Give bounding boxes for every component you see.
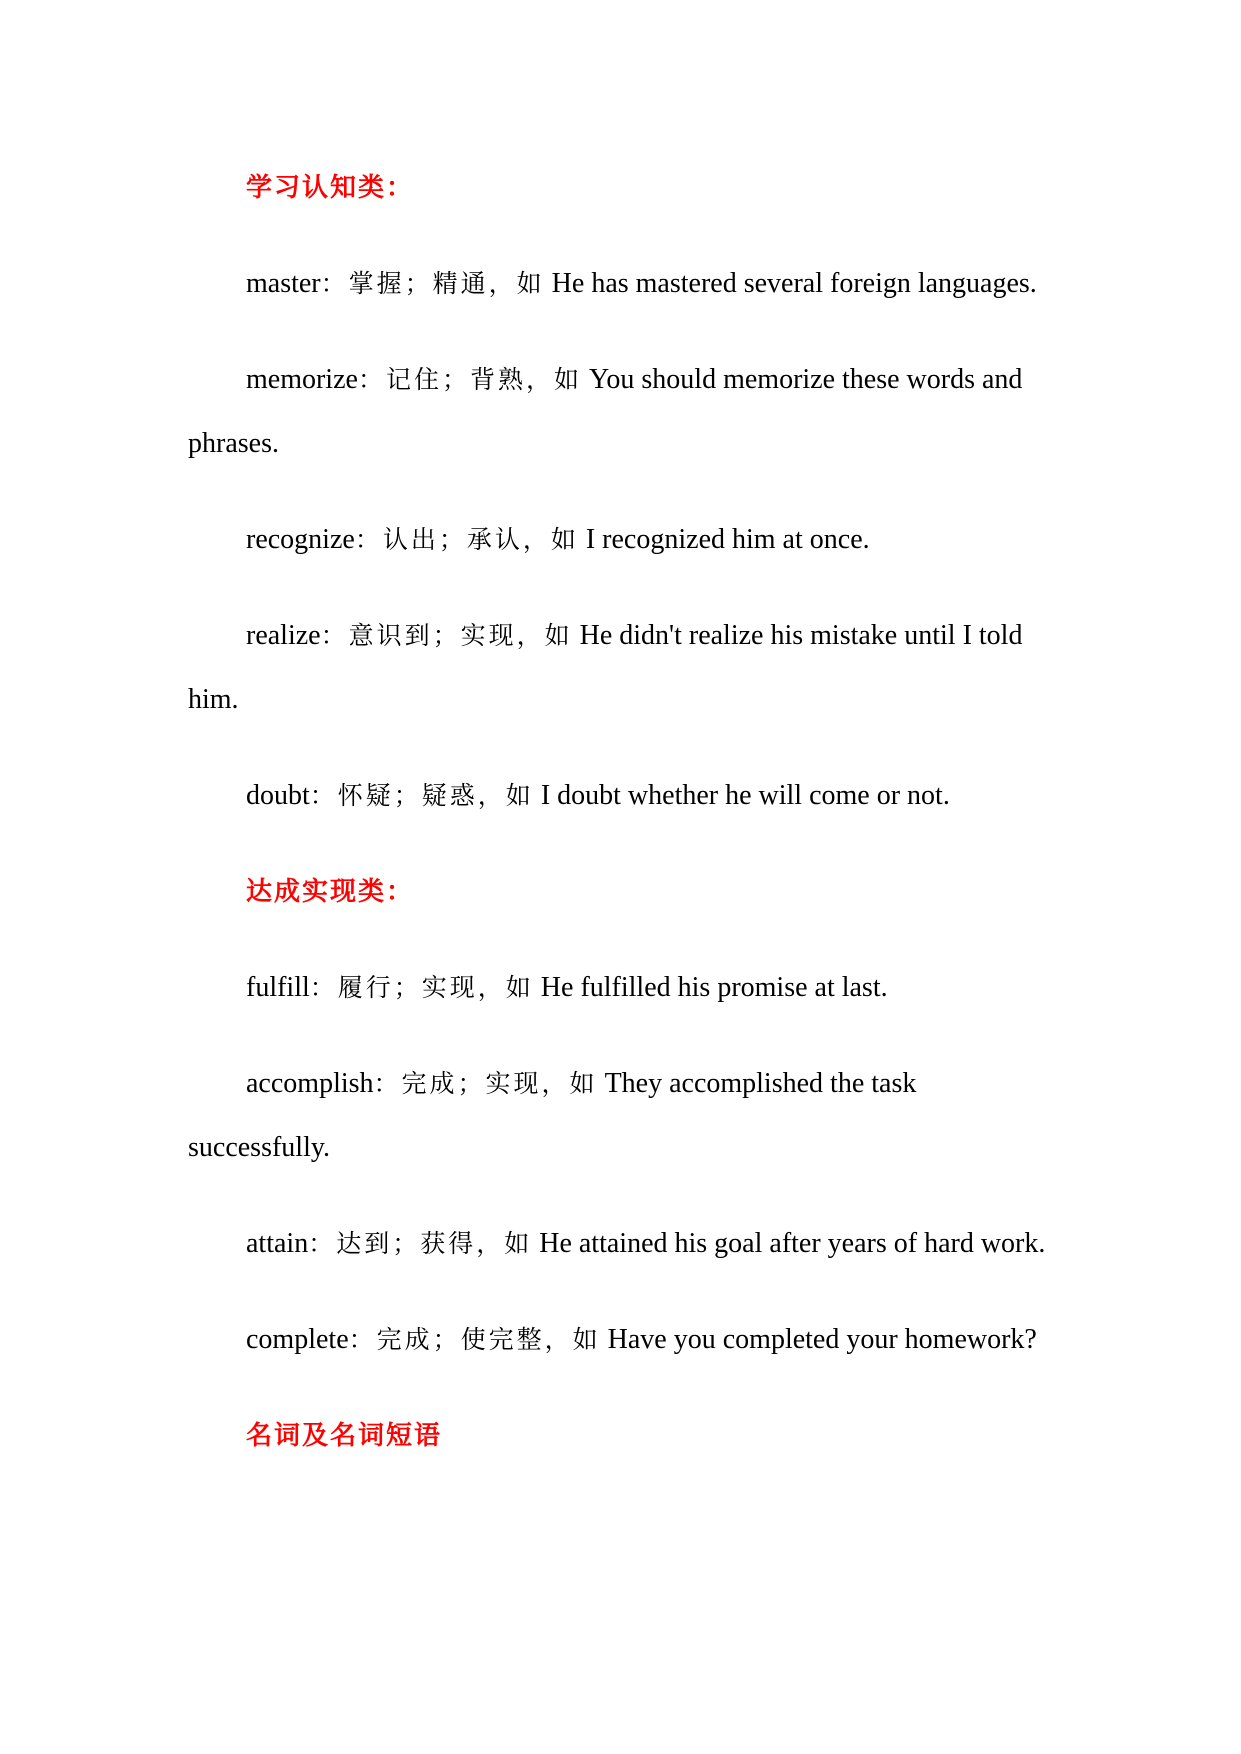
vocab-meaning: 完成；实现，如 bbox=[401, 1069, 598, 1098]
section-heading-learning-cognition: 学习认知类： bbox=[246, 173, 415, 203]
separator: ： bbox=[320, 269, 349, 298]
vocab-entry-attain bbox=[188, 1212, 1058, 1276]
vocab-meaning: 完成；使完整，如 bbox=[376, 1325, 601, 1354]
vocab-word: attain bbox=[246, 1228, 309, 1259]
vocab-meaning: 怀疑；疑惑，如 bbox=[337, 781, 534, 810]
vocab-example: They accomplished the task successfully. bbox=[188, 1068, 917, 1163]
vocab-entry-accomplish bbox=[188, 1052, 1058, 1180]
section-heading-achievement: 达成实现类： bbox=[246, 877, 415, 907]
vocab-entry-complete bbox=[188, 1308, 1058, 1372]
vocab-word: master bbox=[246, 268, 321, 299]
section-heading-nouns: 名词及名词短语 bbox=[246, 1421, 443, 1451]
separator: ： bbox=[357, 365, 386, 394]
vocab-example: You should memorize these words and phrases. bbox=[188, 364, 1023, 459]
vocab-entry-fulfill bbox=[188, 956, 1058, 1020]
spacer bbox=[188, 924, 1058, 956]
vocab-word: complete bbox=[246, 1324, 349, 1355]
vocab-entry-realize bbox=[188, 604, 1058, 732]
separator: ： bbox=[309, 781, 338, 810]
separator: ： bbox=[309, 973, 338, 1002]
vocab-example: He didn't realize his mistake until I told him. bbox=[188, 620, 1023, 715]
separator: ： bbox=[354, 525, 383, 554]
vocab-word: fulfill bbox=[246, 972, 310, 1003]
vocab-word: memorize bbox=[246, 364, 358, 395]
vocab-meaning: 达到；获得，如 bbox=[336, 1229, 533, 1258]
spacer bbox=[188, 220, 1058, 252]
vocab-word: realize bbox=[246, 620, 321, 651]
vocab-example: He has mastered several foreign languages. bbox=[544, 268, 1037, 299]
vocab-entry-doubt bbox=[188, 764, 1058, 828]
vocab-entry-recognize bbox=[188, 508, 1058, 572]
vocab-example: He attained his goal after years of hard work. bbox=[532, 1228, 1046, 1259]
vocab-example: I doubt whether he will come or not. bbox=[533, 780, 950, 811]
document-body bbox=[188, 156, 1058, 1468]
vocab-meaning: 记住；背熟，如 bbox=[385, 365, 582, 394]
spacer bbox=[188, 1180, 1058, 1212]
separator: ： bbox=[373, 1069, 402, 1098]
spacer bbox=[188, 1020, 1058, 1052]
vocab-word: doubt bbox=[246, 780, 310, 811]
spacer bbox=[188, 1372, 1058, 1404]
spacer bbox=[188, 732, 1058, 764]
vocab-meaning: 掌握；精通，如 bbox=[348, 269, 545, 298]
separator: ： bbox=[320, 621, 349, 650]
vocab-meaning: 履行；实现，如 bbox=[337, 973, 534, 1002]
separator: ： bbox=[348, 1325, 377, 1354]
vocab-word: accomplish bbox=[246, 1068, 374, 1099]
spacer bbox=[188, 1276, 1058, 1308]
spacer bbox=[188, 316, 1058, 348]
vocab-entry-master bbox=[188, 252, 1058, 316]
vocab-entry-memorize bbox=[188, 348, 1058, 476]
spacer bbox=[188, 572, 1058, 604]
separator: ： bbox=[308, 1229, 337, 1258]
spacer bbox=[188, 828, 1058, 860]
spacer bbox=[188, 476, 1058, 508]
vocab-word: recognize bbox=[246, 524, 355, 555]
vocab-example: I recognized him at once. bbox=[578, 524, 870, 555]
vocab-example: Have you completed your homework? bbox=[600, 1324, 1037, 1355]
vocab-meaning: 意识到；实现，如 bbox=[348, 621, 573, 650]
vocab-meaning: 认出；承认，如 bbox=[382, 525, 579, 554]
vocab-example: He fulfilled his promise at last. bbox=[533, 972, 888, 1003]
